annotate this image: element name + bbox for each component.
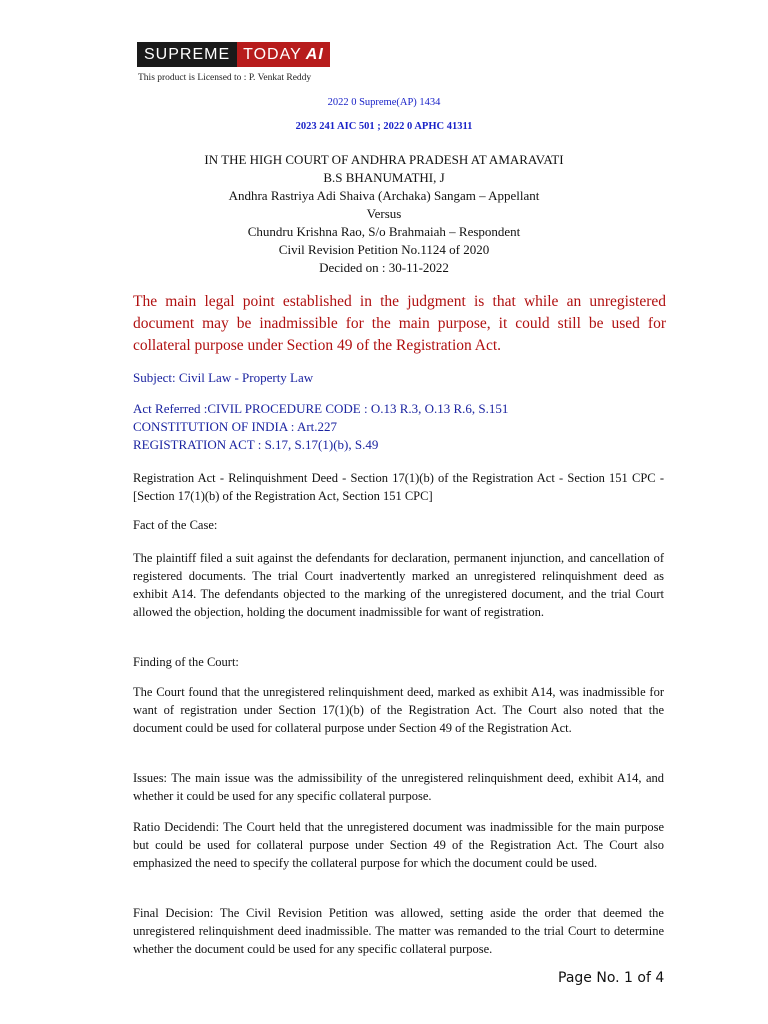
appellant: Andhra Rastriya Adi Shaiva (Archaka) Sangam – Appellant	[228, 188, 540, 203]
fact-heading: Fact of the Case:	[133, 518, 218, 532]
logo-supreme: SUPREME	[137, 42, 237, 67]
fact-paragraph: The plaintiff filed a suit against the defendants for declaration, permanent injunction, and cancellation of registered documents. The trial Court inadvertently marked an unregistered relinquishment deed as exhibit A14. The defendants objected to the marking of the unregistered document, and the trial Court allowed the objection, holding the document inadmissible for want of registration.	[133, 551, 664, 619]
decision-date: Decided on : 30-11-2022	[319, 260, 449, 275]
subject-line: Subject: Civil Law - Property Law	[133, 370, 314, 385]
page-number: Page No. 1 of 4	[558, 970, 665, 986]
ratio-paragraph: Ratio Decidendi: The Court held that the unregistered document was inadmissible for the main purpose but could be used for collateral purpose under Section 49 of the Registration Act. The Court also emphasized the need to specify the collateral purpose for which the document could be used.	[133, 820, 664, 870]
logo-today-ai	[237, 42, 330, 67]
petition-number: Civil Revision Petition No.1124 of 2020	[278, 242, 490, 257]
logo-ai: AI	[305, 46, 324, 63]
final-decision-paragraph: Final Decision: The Civil Revision Petition was allowed, setting aside the order that deemed the unregistered relinquishment deed inadmissible. The matter was remanded to the trial Court to determine whether the document could be used for any specific collateral purpose.	[133, 906, 664, 956]
act-constitution: CONSTITUTION OF INDIA : Art.227	[133, 419, 338, 434]
court-name: IN THE HIGH COURT OF ANDHRA PRADESH AT AMARAVATI	[204, 152, 564, 167]
supreme-today-logo	[137, 42, 330, 67]
citation-2: 2023 241 AIC 501 ; 2022 0 APHC 41311	[295, 121, 473, 132]
license-note: This product is Licensed to : P. Venkat Reddy	[138, 73, 312, 83]
finding-paragraph: The Court found that the unregistered relinquishment deed, marked as exhibit A14, was inadmissible for want of registration under Section 17(1)(b) of the Registration Act. The Court also noted that the document could be used for collateral purpose under Section 49 of the Registration Act.	[133, 685, 664, 735]
act-cpc: Act Referred :CIVIL PROCEDURE CODE : O.13 R.3, O.13 R.6, S.151	[133, 401, 509, 416]
citation-1: 2022 0 Supreme(AP) 1434	[327, 97, 441, 108]
versus: Versus	[366, 206, 402, 221]
issues-paragraph: Issues: The main issue was the admissibility of the unregistered relinquishment deed, exhibit A14, and whether it could be used for any specific collateral purpose.	[133, 771, 664, 803]
legal-point-summary: The main legal point established in the judgment is that while an unregistered document may be inadmissible for the main purpose, it could still be used for collateral purpose under Section 49 of the Registration Act.	[133, 293, 666, 354]
finding-heading: Finding of the Court:	[133, 655, 239, 669]
logo-today: TODAY	[243, 46, 302, 63]
headnote-paragraph: Registration Act - Relinquishment Deed - Section 17(1)(b) of the Registration Act - Section 151 CPC - [Section 17(1)(b) of the Registration Act, Section 151 CPC]	[133, 471, 664, 503]
act-registration: REGISTRATION ACT : S.17, S.17(1)(b), S.49	[133, 437, 379, 452]
judge-name: B.S BHANUMATHI, J	[323, 170, 445, 185]
case-header	[0, 151, 768, 277]
acts-referred	[133, 400, 508, 454]
respondent: Chundru Krishna Rao, S/o Brahmaiah – Respondent	[247, 224, 521, 239]
